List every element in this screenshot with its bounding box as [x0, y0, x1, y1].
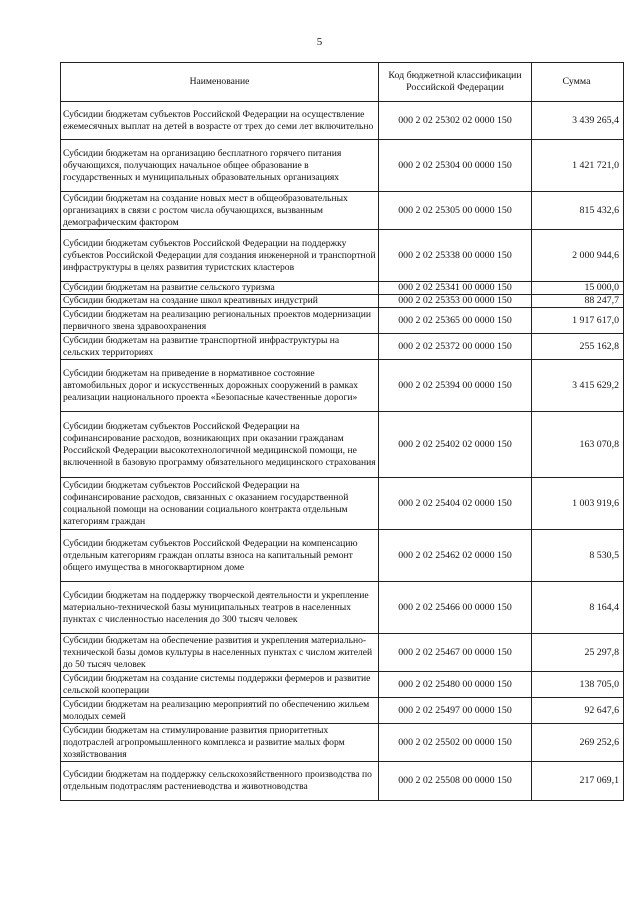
- row-name-cell: Субсидии бюджетам на приведение в нормативное состояние автомобильных дорог и искусственных дорожных сооружений в рамках реализации национального проекта «Безопасные качественные дороги»: [61, 360, 379, 412]
- row-name-cell: Субсидии бюджетам на поддержку творческой деятельности и укрепление материально-технической базы муниципальных театров в населенных пунктах с численностью населения до 300 тысяч человек: [61, 582, 379, 634]
- row-name-cell: Субсидии бюджетам субъектов Российской Федерации на софинансирование расходов, возникающих при оказании гражданам Российской Федерации высокотехнологичной медицинской помощи, не включенной в базовую программу обязательного медицинского страхования: [61, 412, 379, 478]
- row-code-cell: 000 2 02 25338 00 0000 150: [379, 230, 532, 282]
- row-name-cell: Субсидии бюджетам субъектов Российской Федерации на осуществление ежемесячных выплат на детей в возрасте от трех до семи лет включительно: [61, 102, 379, 140]
- row-code-cell: 000 2 02 25394 00 0000 150: [379, 360, 532, 412]
- table-row: [61, 102, 624, 140]
- row-code-cell: 000 2 02 25341 00 0000 150: [379, 282, 532, 295]
- page-number: 5: [316, 36, 323, 48]
- table-row: [61, 360, 624, 412]
- row-name-cell: Субсидии бюджетам на стимулирование развития приоритетных подотраслей агропромышленного комплекса и развитие малых форм хозяйствования: [61, 724, 379, 762]
- table-row: [61, 295, 624, 308]
- row-name-cell: Субсидии бюджетам на развитие транспортной инфраструктуры на сельских территориях: [61, 334, 379, 360]
- row-name-cell: Субсидии бюджетам на реализацию региональных проектов модернизации первичного звена здравоохранения: [61, 308, 379, 334]
- row-name-cell: Субсидии бюджетам субъектов Российской Федерации на компенсацию отдельным категориям граждан оплаты взноса на капитальный ремонт общего имущества в многоквартирном доме: [61, 530, 379, 582]
- table-row: [61, 530, 624, 582]
- row-sum-cell: 88 247,7: [532, 295, 624, 308]
- table-body: [61, 102, 624, 801]
- row-sum-cell: 1 917 617,0: [532, 308, 624, 334]
- row-name-cell: Субсидии бюджетам на создание новых мест в общеобразовательных организациях в связи с ростом числа обучающихся, вызванным демографическим фактором: [61, 192, 379, 230]
- row-code-cell: 000 2 02 25466 00 0000 150: [379, 582, 532, 634]
- row-code-cell: 000 2 02 25365 00 0000 150: [379, 308, 532, 334]
- row-code-cell: 000 2 02 25404 02 0000 150: [379, 478, 532, 530]
- row-sum-cell: 217 069,1: [532, 762, 624, 801]
- row-name-cell: Субсидии бюджетам на реализацию мероприятий по обеспечению жильем молодых семей: [61, 698, 379, 724]
- table-row: [61, 762, 624, 801]
- header-name: Наименование: [61, 63, 379, 102]
- table-row: [61, 140, 624, 192]
- row-code-cell: 000 2 02 25302 02 0000 150: [379, 102, 532, 140]
- table-row: [61, 724, 624, 762]
- row-sum-cell: 163 070,8: [532, 412, 624, 478]
- row-name-cell: Субсидии бюджетам субъектов Российской Федерации на поддержку субъектов Российской Федерации для создания инженерной и транспортной инфраструктуры в целях развития туристских кластеров: [61, 230, 379, 282]
- row-name-cell: Субсидии бюджетам на развитие сельского туризма: [61, 282, 379, 295]
- row-name-cell: Субсидии бюджетам на создание школ креативных индустрий: [61, 295, 379, 308]
- row-sum-cell: 1 421 721,0: [532, 140, 624, 192]
- row-sum-cell: 3 415 629,2: [532, 360, 624, 412]
- table-row: [61, 478, 624, 530]
- table-header-row: [61, 63, 624, 102]
- row-sum-cell: 8 530,5: [532, 530, 624, 582]
- header-sum: Сумма: [532, 63, 624, 102]
- row-sum-cell: 8 164,4: [532, 582, 624, 634]
- row-code-cell: 000 2 02 25305 00 0000 150: [379, 192, 532, 230]
- row-code-cell: 000 2 02 25304 00 0000 150: [379, 140, 532, 192]
- row-code-cell: 000 2 02 25372 00 0000 150: [379, 334, 532, 360]
- table-row: [61, 634, 624, 672]
- table-row: [61, 308, 624, 334]
- row-code-cell: 000 2 02 25480 00 0000 150: [379, 672, 532, 698]
- row-sum-cell: 815 432,6: [532, 192, 624, 230]
- table-row: [61, 230, 624, 282]
- row-code-cell: 000 2 02 25467 00 0000 150: [379, 634, 532, 672]
- budget-table: [60, 62, 624, 801]
- row-sum-cell: 138 705,0: [532, 672, 624, 698]
- table-row: [61, 412, 624, 478]
- table-row: [61, 192, 624, 230]
- row-name-cell: Субсидии бюджетам на поддержку сельскохозяйственного производства по отдельным подотраслям растениеводства и животноводства: [61, 762, 379, 801]
- row-sum-cell: 255 162,8: [532, 334, 624, 360]
- row-sum-cell: 2 000 944,6: [532, 230, 624, 282]
- row-code-cell: 000 2 02 25353 00 0000 150: [379, 295, 532, 308]
- row-code-cell: 000 2 02 25497 00 0000 150: [379, 698, 532, 724]
- row-sum-cell: 269 252,6: [532, 724, 624, 762]
- row-code-cell: 000 2 02 25502 00 0000 150: [379, 724, 532, 762]
- row-sum-cell: 25 297,8: [532, 634, 624, 672]
- row-sum-cell: 92 647,6: [532, 698, 624, 724]
- table-row: [61, 282, 624, 295]
- row-sum-cell: 15 000,0: [532, 282, 624, 295]
- table-row: [61, 698, 624, 724]
- row-code-cell: 000 2 02 25462 02 0000 150: [379, 530, 532, 582]
- table-row: [61, 582, 624, 634]
- row-name-cell: Субсидии бюджетам субъектов Российской Федерации на софинансирование расходов, связанных с оказанием государственной социальной помощи на основании социального контракта отдельным категориям граждан: [61, 478, 379, 530]
- row-name-cell: Субсидии бюджетам на организацию бесплатного горячего питания обучающихся, получающих начальное общее образование в государственных и муниципальных образовательных организациях: [61, 140, 379, 192]
- header-code: Код бюджетной классификации Российской Федерации: [379, 63, 532, 102]
- row-sum-cell: 1 003 919,6: [532, 478, 624, 530]
- table-row: [61, 672, 624, 698]
- row-code-cell: 000 2 02 25508 00 0000 150: [379, 762, 532, 801]
- row-name-cell: Субсидии бюджетам на создание системы поддержки фермеров и развитие сельской кооперации: [61, 672, 379, 698]
- row-sum-cell: 3 439 265,4: [532, 102, 624, 140]
- row-name-cell: Субсидии бюджетам на обеспечение развития и укрепления материально-технической базы домов культуры в населенных пунктах с числом жителей до 50 тысяч человек: [61, 634, 379, 672]
- row-code-cell: 000 2 02 25402 02 0000 150: [379, 412, 532, 478]
- table-row: [61, 334, 624, 360]
